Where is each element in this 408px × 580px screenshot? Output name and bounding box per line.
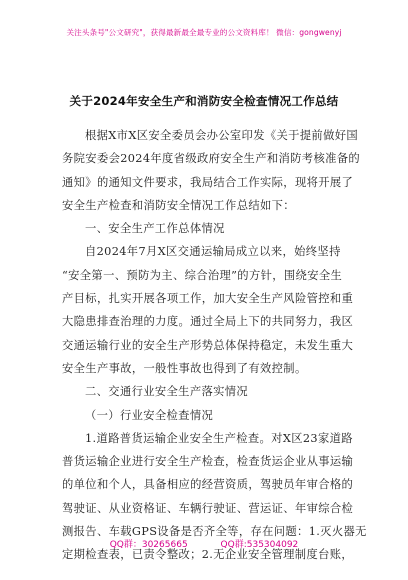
document-title: 关于2024年安全生产和消防安全检查情况工作总结 bbox=[69, 94, 339, 108]
subsection-heading: （一）行业安全检查情况 bbox=[85, 408, 214, 422]
paragraph-line: 的单位和个人，具备相应的经营资质，驾驶员年审合格的 bbox=[62, 478, 354, 492]
header-banner: 关注头条号"公文研究"，获得最新最全最专业的公文资料库！ 微信：gongwenyj bbox=[66, 28, 342, 37]
paragraph-line: 定期检查表，已责令整改；2.无企业安全管理制度台账， bbox=[62, 548, 354, 562]
paragraph-line: “安全第一、预防为主、综合治理”的方针，围绕安全生 bbox=[62, 268, 343, 282]
paragraph-line: 根据X市X区安全委员会办公室印发《关于提前做好国 bbox=[85, 129, 359, 142]
paragraph-line: 安全生产事故，一般性事故也得到了有效控制。 bbox=[62, 361, 307, 375]
paragraph-line: 普货运输企业进行安全生产检查，检查货运企业从事运输 bbox=[62, 455, 354, 469]
paragraph-line: 产目标，扎实开展各项工作，加大安全生产风险管控和重 bbox=[62, 292, 354, 306]
section-heading: 一、安全生产工作总体情况 bbox=[85, 222, 225, 236]
paragraph-line: 务院安委会2024年度省级政府安全生产和消防考核准备的 bbox=[62, 152, 361, 166]
footer-qq-group-1: QQ群：30265665 bbox=[109, 540, 188, 550]
paragraph-line: 自2024年7月X区交通运输局成立以来，始终坚持 bbox=[85, 245, 341, 259]
paragraph-line: 通知》的通知文件要求，我局结合工作实际，现将开展了 bbox=[62, 175, 354, 189]
paragraph-line: 安全生产检查和消防安全情况工作总结如下： bbox=[62, 198, 295, 212]
paragraph-line: 测报告、车载GPS设备是否齐全等，存在问题：1.灭火器无 bbox=[62, 525, 367, 539]
section-heading: 二、交通行业安全生产落实情况 bbox=[85, 385, 249, 399]
paragraph-line: 1.道路普货运输企业安全生产检查。对X区23家道路 bbox=[85, 431, 353, 445]
document-body bbox=[62, 124, 367, 567]
footer-contact bbox=[0, 537, 408, 550]
footer-qq-group-2: QQ群:535304092 bbox=[220, 540, 299, 550]
paragraph-line: 交通运输行业的安全生产形势总体保持稳定，未发生重大 bbox=[62, 338, 354, 352]
paragraph-line: 驾驶证、从业资格证、车辆行驶证、营运证、年审综合检 bbox=[62, 501, 354, 515]
paragraph-line: 大隐患排查治理的力度。通过全局上下的共同努力，我区 bbox=[62, 315, 354, 329]
